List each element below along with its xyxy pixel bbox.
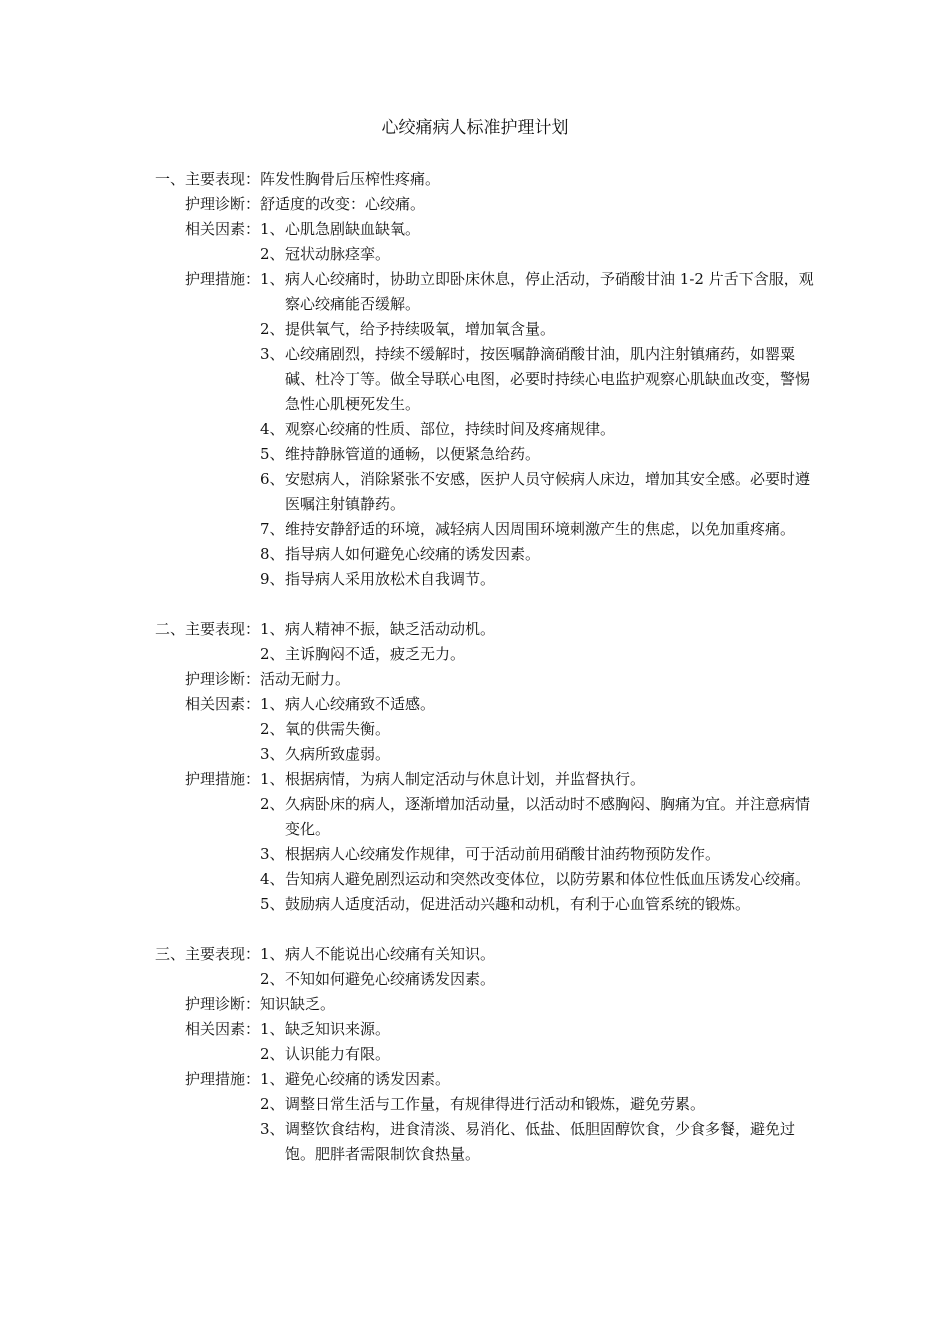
sec3-diag-row: [142, 992, 822, 1017]
measure-text: 根据病人心绞痛发作规律，可于活动前用硝酸甘油药物预防发作。: [285, 845, 721, 863]
item-number: 5、: [260, 445, 285, 463]
item-number: 8、: [260, 545, 285, 563]
document-title: 心绞痛病人标准护理计划: [381, 118, 569, 138]
item-number: 1、: [260, 220, 285, 238]
sec1-measures-label: 护理措施：: [184, 270, 260, 288]
measure-text: 久病卧床的病人，逐渐增加活动量，以活动时不感胸闷、胸痛为宜。并注意病情变化。: [285, 795, 811, 838]
item-number: 6、: [260, 470, 285, 488]
item-number: 1、: [260, 945, 285, 963]
item-number: 3、: [260, 845, 285, 863]
main-text: 病人精神不振，缺乏活动动机。: [285, 620, 496, 638]
sec1-measure-1: [142, 267, 822, 317]
sec2-measures-label: 护理措施：: [184, 770, 260, 788]
sec3-measure-3: [142, 1117, 822, 1167]
item-number: 3、: [260, 345, 285, 363]
item-number: 4、: [260, 420, 285, 438]
sec3-main-label: 三、主要表现：: [154, 945, 260, 963]
sec1-main-text: 阵发性胸骨后压榨性疼痛。: [260, 170, 441, 188]
main-text: 不知如何避免心绞痛诱发因素。: [285, 970, 496, 988]
measure-text: 调整饮食结构，进食清淡、易消化、低盐、低胆固醇饮食，少食多餐，避免过饱。肥胖者需限制饮食热量。: [285, 1120, 796, 1163]
main-text: 病人不能说出心绞痛有关知识。: [285, 945, 496, 963]
measure-text: 维持安静舒适的环境，减轻病人因周围环境刺激产生的焦虑，以免加重疼痛。: [285, 520, 796, 538]
sec1-main-row: [142, 167, 822, 192]
sec1-measure-5: [142, 442, 822, 467]
measure-text: 安慰病人，消除紧张不安感，医护人员守候病人床边，增加其安全感。必要时遵医嘱注射镇静药。: [285, 470, 811, 513]
factor-text: 病人心绞痛致不适感。: [285, 695, 436, 713]
item-number: 9、: [260, 570, 285, 588]
sec2-factor-1: [142, 692, 822, 717]
item-number: 3、: [260, 745, 285, 763]
measure-text: 鼓励病人适度活动，促进活动兴趣和动机，有利于心血管系统的锻炼。: [285, 895, 751, 913]
item-number: 1、: [260, 695, 285, 713]
section-spacer: [142, 917, 822, 942]
sec2-main-1: [142, 617, 822, 642]
sec2-main-label: 二、主要表现：: [154, 620, 260, 638]
sec3-diag-text: 知识缺乏。: [260, 995, 336, 1013]
sec2-measure-3: [142, 842, 822, 867]
sec2-measure-4: [142, 867, 822, 892]
sec3-measure-2: [142, 1092, 822, 1117]
item-number: 2、: [260, 1045, 285, 1063]
item-number: 1、: [260, 770, 285, 788]
factor-text: 心肌急剧缺血缺氧。: [285, 220, 421, 238]
item-number: 2、: [260, 720, 285, 738]
document-body: [142, 167, 822, 1167]
factor-text: 氧的供需失衡。: [285, 720, 391, 738]
measure-text: 调整日常生活与工作量，有规律得进行活动和锻炼，避免劳累。: [285, 1095, 706, 1113]
item-number: 1、: [260, 1070, 285, 1088]
sec2-diag-row: [142, 667, 822, 692]
main-text: 主诉胸闷不适，疲乏无力。: [285, 645, 466, 663]
item-number: 4、: [260, 870, 285, 888]
sec2-factors-label: 相关因素：: [184, 695, 260, 713]
item-number: 2、: [260, 795, 285, 813]
measure-text: 提供氧气，给予持续吸氧，增加氧含量。: [285, 320, 556, 338]
item-number: 5、: [260, 895, 285, 913]
measure-text: 病人心绞痛时，协助立即卧床休息，停止活动，予硝酸甘油 1-2 片舌下含服，观察心绞痛能否缓解。: [285, 270, 814, 313]
measure-text: 避免心绞痛的诱发因素。: [285, 1070, 451, 1088]
item-number: 2、: [260, 320, 285, 338]
sec2-factor-3: [142, 742, 822, 767]
item-number: 2、: [260, 970, 285, 988]
sec1-measure-4: [142, 417, 822, 442]
sec3-factors-label: 相关因素：: [184, 1020, 260, 1038]
item-number: 2、: [260, 245, 285, 263]
sec3-measure-1: [142, 1067, 822, 1092]
sec2-diag-text: 活动无耐力。: [260, 670, 351, 688]
factor-text: 冠状动脉痉挛。: [285, 245, 391, 263]
sec3-diag-label: 护理诊断：: [184, 995, 260, 1013]
item-number: 1、: [260, 620, 285, 638]
sec2-diag-label: 护理诊断：: [184, 670, 260, 688]
sec1-diag-row: [142, 192, 822, 217]
section-spacer: [142, 592, 822, 617]
item-number: 2、: [260, 1095, 285, 1113]
sec2-main-2: [142, 642, 822, 667]
measure-text: 指导病人如何避免心绞痛的诱发因素。: [285, 545, 541, 563]
sec1-measure-6: [142, 467, 822, 517]
item-number: 2、: [260, 645, 285, 663]
sec3-measures-label: 护理措施：: [184, 1070, 260, 1088]
sec1-measure-7: [142, 517, 822, 542]
sec1-measure-2: [142, 317, 822, 342]
measure-text: 心绞痛剧烈，持续不缓解时，按医嘱静滴硝酸甘油，肌内注射镇痛药，如罂粟碱、杜冷丁等。做全导联心电图，必要时持续心电监护观察心肌缺血改变，警惕急性心肌梗死发生。: [285, 345, 811, 413]
sec2-measure-2: [142, 792, 822, 842]
sec3-main-2: [142, 967, 822, 992]
sec1-measure-9: [142, 567, 822, 592]
measure-text: 告知病人避免剧烈运动和突然改变体位，以防劳累和体位性低血压诱发心绞痛。: [285, 870, 811, 888]
factor-text: 久病所致虚弱。: [285, 745, 391, 763]
sec2-factor-2: [142, 717, 822, 742]
sec2-measure-5: [142, 892, 822, 917]
sec3-factor-2: [142, 1042, 822, 1067]
measure-text: 指导病人采用放松术自我调节。: [285, 570, 496, 588]
measure-text: 观察心绞痛的性质、部位，持续时间及疼痛规律。: [285, 420, 616, 438]
sec1-factor-1: [142, 217, 822, 242]
item-number: 1、: [260, 1020, 285, 1038]
sec1-measure-3: [142, 342, 822, 417]
sec1-diag-text: 舒适度的改变：心绞痛。: [260, 195, 426, 213]
measure-text: 根据病情，为病人制定活动与休息计划，并监督执行。: [285, 770, 646, 788]
sec1-factor-2: [142, 242, 822, 267]
sec3-main-1: [142, 942, 822, 967]
factor-text: 缺乏知识来源。: [285, 1020, 391, 1038]
sec3-factor-1: [142, 1017, 822, 1042]
measure-text: 维持静脉管道的通畅，以便紧急给药。: [285, 445, 541, 463]
item-number: 7、: [260, 520, 285, 538]
sec1-factors-label: 相关因素：: [184, 220, 260, 238]
sec1-diag-label: 护理诊断：: [184, 195, 260, 213]
item-number: 3、: [260, 1120, 285, 1138]
sec1-main-label: 一、主要表现：: [154, 170, 260, 188]
item-number: 1、: [260, 270, 285, 288]
sec1-measure-8: [142, 542, 822, 567]
factor-text: 认识能力有限。: [285, 1045, 391, 1063]
sec2-measure-1: [142, 767, 822, 792]
